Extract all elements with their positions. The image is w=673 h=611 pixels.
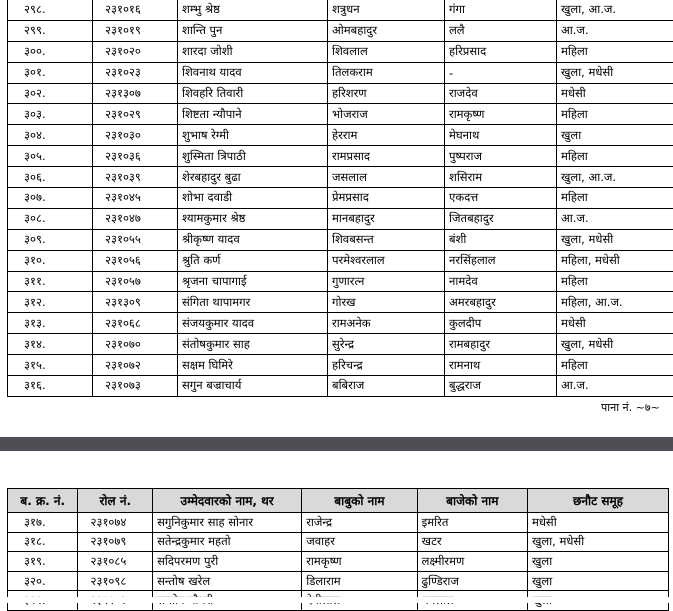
table-row xyxy=(8,83,673,104)
father-name-cell: डिलाराम xyxy=(302,571,417,591)
grandfather-name-cell: रामबहादुर xyxy=(445,334,557,355)
table-row xyxy=(8,104,673,125)
selection-group-cell: खुला, मधेसी xyxy=(557,229,673,250)
serial-number-cell: ३१३. xyxy=(8,313,93,334)
table-row xyxy=(8,208,673,229)
grandfather-name-cell: नरसिंहलाल xyxy=(445,250,557,271)
selection-group-cell: आ.ज. xyxy=(557,20,673,41)
grandfather-name-cell: पुष्पराज xyxy=(445,146,557,167)
roll-number-cell: २३१०७३ xyxy=(93,376,178,397)
candidate-name-cell: शुस्मिता त्रिपाठी xyxy=(178,146,328,167)
serial-number-cell: ३१४. xyxy=(8,334,93,355)
grandfather-name-cell: बंशी xyxy=(445,229,557,250)
roll-number-cell: २३१०५५ xyxy=(93,229,178,250)
father-name-cell: सुरेन्द्र xyxy=(328,334,445,355)
father-name-cell: जसलाल xyxy=(328,167,445,188)
serial-number-cell: ३०६. xyxy=(8,167,93,188)
candidate-name-cell: शोभा दवाडी xyxy=(178,188,328,209)
candidate-name-cell: संगिता थापामगर xyxy=(178,292,328,313)
selection-group-cell: महिला, मधेसी xyxy=(557,250,673,271)
serial-number-cell: ३०५. xyxy=(8,146,93,167)
roll-number-cell: २३१०२० xyxy=(93,41,178,62)
selection-group-cell: खुला, मधेसी xyxy=(557,334,673,355)
table-row xyxy=(8,62,673,83)
selection-group-cell: मधेसी xyxy=(527,513,668,533)
grandfather-name-cell: हरिप्रसाद xyxy=(445,41,557,62)
selection-group-cell: मधेसी xyxy=(557,313,673,334)
page-number: पाना नं. ~७~ xyxy=(601,400,660,415)
father-name-cell: हेरराम xyxy=(328,125,445,146)
grandfather-name-cell: इमरित xyxy=(417,513,527,533)
candidate-name-cell: सन्तोष खरेल xyxy=(153,571,302,591)
table-row xyxy=(8,376,673,397)
father-name-cell: रामकृष्ण xyxy=(302,552,417,572)
table-row xyxy=(8,292,673,313)
page-separator xyxy=(0,437,673,451)
selection-group-cell: खुला xyxy=(527,571,668,591)
selection-group-cell: महिला, आ.ज. xyxy=(557,292,673,313)
selection-group-cell: खुला xyxy=(527,552,668,572)
father-name-cell: गोरख xyxy=(328,292,445,313)
table-row xyxy=(8,571,669,591)
candidate-name-cell: सगुनिकुमार साह सोनार xyxy=(153,513,302,533)
grandfather-name-cell: रामकृष्ण xyxy=(445,104,557,125)
table-row xyxy=(8,229,673,250)
father-name-cell: रामप्रसाद xyxy=(328,146,445,167)
selection-group-cell: खुला, आ.ज. xyxy=(557,167,673,188)
father-name-cell: शिवबसन्त xyxy=(328,229,445,250)
selection-group-cell: खुला, मधेसी xyxy=(557,62,673,83)
candidate-table-page-1 xyxy=(7,0,673,397)
selection-group-cell: खुला, आ.ज. xyxy=(557,0,673,20)
grandfather-name-cell: अमरबहादुर xyxy=(445,292,557,313)
father-name-cell: राजेन्द्र xyxy=(302,513,417,533)
roll-number-cell: २३१०३६ xyxy=(93,146,178,167)
selection-group-cell: महिला xyxy=(557,41,673,62)
header-serial-number: ब. क्र. नं. xyxy=(8,489,78,513)
grandfather-name-cell: ढुण्डिराज xyxy=(417,571,527,591)
grandfather-name-cell: नामदेव xyxy=(445,271,557,292)
candidate-name-cell: श्रृजना चापागाई xyxy=(178,271,328,292)
father-name-cell: गुणारत्न xyxy=(328,271,445,292)
grandfather-name-cell: कुलदीप xyxy=(445,313,557,334)
serial-number-cell: ३१७. xyxy=(8,513,78,533)
serial-number-cell: २९८. xyxy=(8,0,93,20)
selection-group-cell: आ.ज. xyxy=(557,208,673,229)
candidate-name-cell: सक्षम घिमिरे xyxy=(178,355,328,376)
roll-number-cell: २३१०५६ xyxy=(93,250,178,271)
candidate-name-cell: शिवहरि तिवारी xyxy=(178,83,328,104)
father-name-cell: बबिराज xyxy=(328,376,445,397)
roll-number-cell: २३१०२३ xyxy=(93,62,178,83)
candidate-name-cell: श्यामकुमार श्रेष्ठ xyxy=(178,208,328,229)
serial-number-cell: २९९. xyxy=(8,20,93,41)
father-name-cell: मानबहादुर xyxy=(328,208,445,229)
father-name-cell: शिवलाल xyxy=(328,41,445,62)
selection-group-cell: महिला xyxy=(557,188,673,209)
table-row xyxy=(8,167,673,188)
father-name-cell: जवाहर xyxy=(302,532,417,552)
roll-number-cell: २३१०६८ xyxy=(93,313,178,334)
roll-number-cell: २३१०७२ xyxy=(93,355,178,376)
serial-number-cell: ३१८. xyxy=(8,532,78,552)
serial-number-cell: ३१९. xyxy=(8,552,78,572)
table-row xyxy=(8,0,673,20)
header-roll-number: रोल नं. xyxy=(78,489,153,513)
serial-number-cell: ३१२. xyxy=(8,292,93,313)
candidate-name-cell: शेरबहादुर बुढा xyxy=(178,167,328,188)
serial-number-cell: ३००. xyxy=(8,41,93,62)
candidate-name-cell: सतेन्द्रकुमार महतो xyxy=(153,532,302,552)
grandfather-name-cell: रामनाथ xyxy=(445,355,557,376)
table-row xyxy=(8,532,669,552)
table-row xyxy=(8,20,673,41)
grandfather-name-cell: ललै xyxy=(445,20,557,41)
serial-number-cell: ३१५. xyxy=(8,355,93,376)
table-row xyxy=(8,41,673,62)
grandfather-name-cell: शसिराम xyxy=(445,167,557,188)
roll-number-cell: २३१०५७ xyxy=(93,271,178,292)
grandfather-name-cell: मेघनाथ xyxy=(445,125,557,146)
roll-number-cell: २३१०८५ xyxy=(78,552,153,572)
serial-number-cell: ३०८. xyxy=(8,208,93,229)
selection-group-cell: महिला xyxy=(557,355,673,376)
selection-group-cell: महिला xyxy=(557,271,673,292)
table-row xyxy=(8,125,673,146)
serial-number-cell: ३२०. xyxy=(8,571,78,591)
father-name-cell: हरिशरण xyxy=(328,83,445,104)
header-candidate-name: उम्मेदवारको नाम, थर xyxy=(153,489,302,513)
table-row xyxy=(8,188,673,209)
serial-number-cell: ३०३. xyxy=(8,104,93,125)
roll-number-cell: २३१०३० xyxy=(93,125,178,146)
roll-number-cell: २३१०९८ xyxy=(78,571,153,591)
candidate-name-cell: संजयकुमार यादव xyxy=(178,313,328,334)
table-header xyxy=(8,489,669,513)
roll-number-cell: २३१३०७ xyxy=(93,83,178,104)
father-name-cell: प्रेमप्रसाद xyxy=(328,188,445,209)
father-name-cell: रामअनेक xyxy=(328,313,445,334)
candidate-name-cell: शुभाष रेग्मी xyxy=(178,125,328,146)
serial-number-cell: ३११. xyxy=(8,271,93,292)
selection-group-cell: खुला xyxy=(557,125,673,146)
header-grandfather-name: बाजेको नाम xyxy=(417,489,527,513)
selection-group-cell: महिला xyxy=(557,104,673,125)
roll-number-cell: २३१०१९ xyxy=(93,20,178,41)
table-row xyxy=(8,552,669,572)
serial-number-cell: ३०४. xyxy=(8,125,93,146)
table-row xyxy=(8,271,673,292)
roll-number-cell: २३१०२९ xyxy=(93,104,178,125)
roll-number-cell: २३१०१६ xyxy=(93,0,178,20)
table-body xyxy=(8,513,669,611)
grandfather-name-cell: जितबहादुर xyxy=(445,208,557,229)
father-name-cell: भोजराज xyxy=(328,104,445,125)
roll-number-cell: २३१३०९ xyxy=(93,292,178,313)
serial-number-cell: ३१६. xyxy=(8,376,93,397)
serial-number-cell: ३१०. xyxy=(8,250,93,271)
table-body xyxy=(8,0,673,396)
table-row xyxy=(8,250,673,271)
selection-group-cell: आ.ज. xyxy=(557,376,673,397)
selection-group-cell: महिला xyxy=(557,146,673,167)
father-name-cell: तिलकराम xyxy=(328,62,445,83)
table-row xyxy=(8,313,673,334)
header-father-name: बाबुको नाम xyxy=(302,489,417,513)
roll-number-cell: २३१०७९ xyxy=(78,532,153,552)
candidate-name-cell: संतोषकुमार साह xyxy=(178,334,328,355)
header-selection-group: छनौट समूह xyxy=(527,489,668,513)
serial-number-cell: ३०१. xyxy=(8,62,93,83)
candidate-name-cell: शिष्टता न्यौपाने xyxy=(178,104,328,125)
screenshot-edge xyxy=(0,597,673,603)
roll-number-cell: २३१०४५ xyxy=(93,188,178,209)
serial-number-cell: ३०९. xyxy=(8,229,93,250)
candidate-name-cell: शम्भु श्रेष्ठ xyxy=(178,0,328,20)
grandfather-name-cell: - xyxy=(445,62,557,83)
table-row xyxy=(8,334,673,355)
roll-number-cell: २३१०७० xyxy=(93,334,178,355)
grandfather-name-cell: राजदेव xyxy=(445,83,557,104)
roll-number-cell: २३१०३९ xyxy=(93,167,178,188)
serial-number-cell: ३०२. xyxy=(8,83,93,104)
father-name-cell: हरिचन्द्र xyxy=(328,355,445,376)
father-name-cell: ओमबहादुर xyxy=(328,20,445,41)
roll-number-cell: २३१०४७ xyxy=(93,208,178,229)
serial-number-cell: ३०७. xyxy=(8,188,93,209)
selection-group-cell: खुला, मधेसी xyxy=(527,532,668,552)
roll-number-cell: २३१०७४ xyxy=(78,513,153,533)
father-name-cell: परमेश्वरलाल xyxy=(328,250,445,271)
father-name-cell: शत्रुधन xyxy=(328,0,445,20)
candidate-name-cell: श्रीकृष्ण यादव xyxy=(178,229,328,250)
candidate-name-cell: श्रुति कर्ण xyxy=(178,250,328,271)
grandfather-name-cell: गंगा xyxy=(445,0,557,20)
candidate-name-cell: शान्ति पुन xyxy=(178,20,328,41)
candidate-name-cell: सदिपरमण पुरी xyxy=(153,552,302,572)
header-row xyxy=(8,489,669,513)
candidate-name-cell: शारदा जोशी xyxy=(178,41,328,62)
grandfather-name-cell: खटर xyxy=(417,532,527,552)
grandfather-name-cell: एकदत्त xyxy=(445,188,557,209)
candidate-name-cell: शिवनाथ यादव xyxy=(178,62,328,83)
table-row xyxy=(8,355,673,376)
candidate-table-page-2 xyxy=(7,488,669,611)
table-row xyxy=(8,513,669,533)
table-row xyxy=(8,146,673,167)
candidate-name-cell: सगुन बज्राचार्य xyxy=(178,376,328,397)
selection-group-cell: मधेसी xyxy=(557,83,673,104)
grandfather-name-cell: लक्ष्मीरमण xyxy=(417,552,527,572)
grandfather-name-cell: बुद्धराज xyxy=(445,376,557,397)
